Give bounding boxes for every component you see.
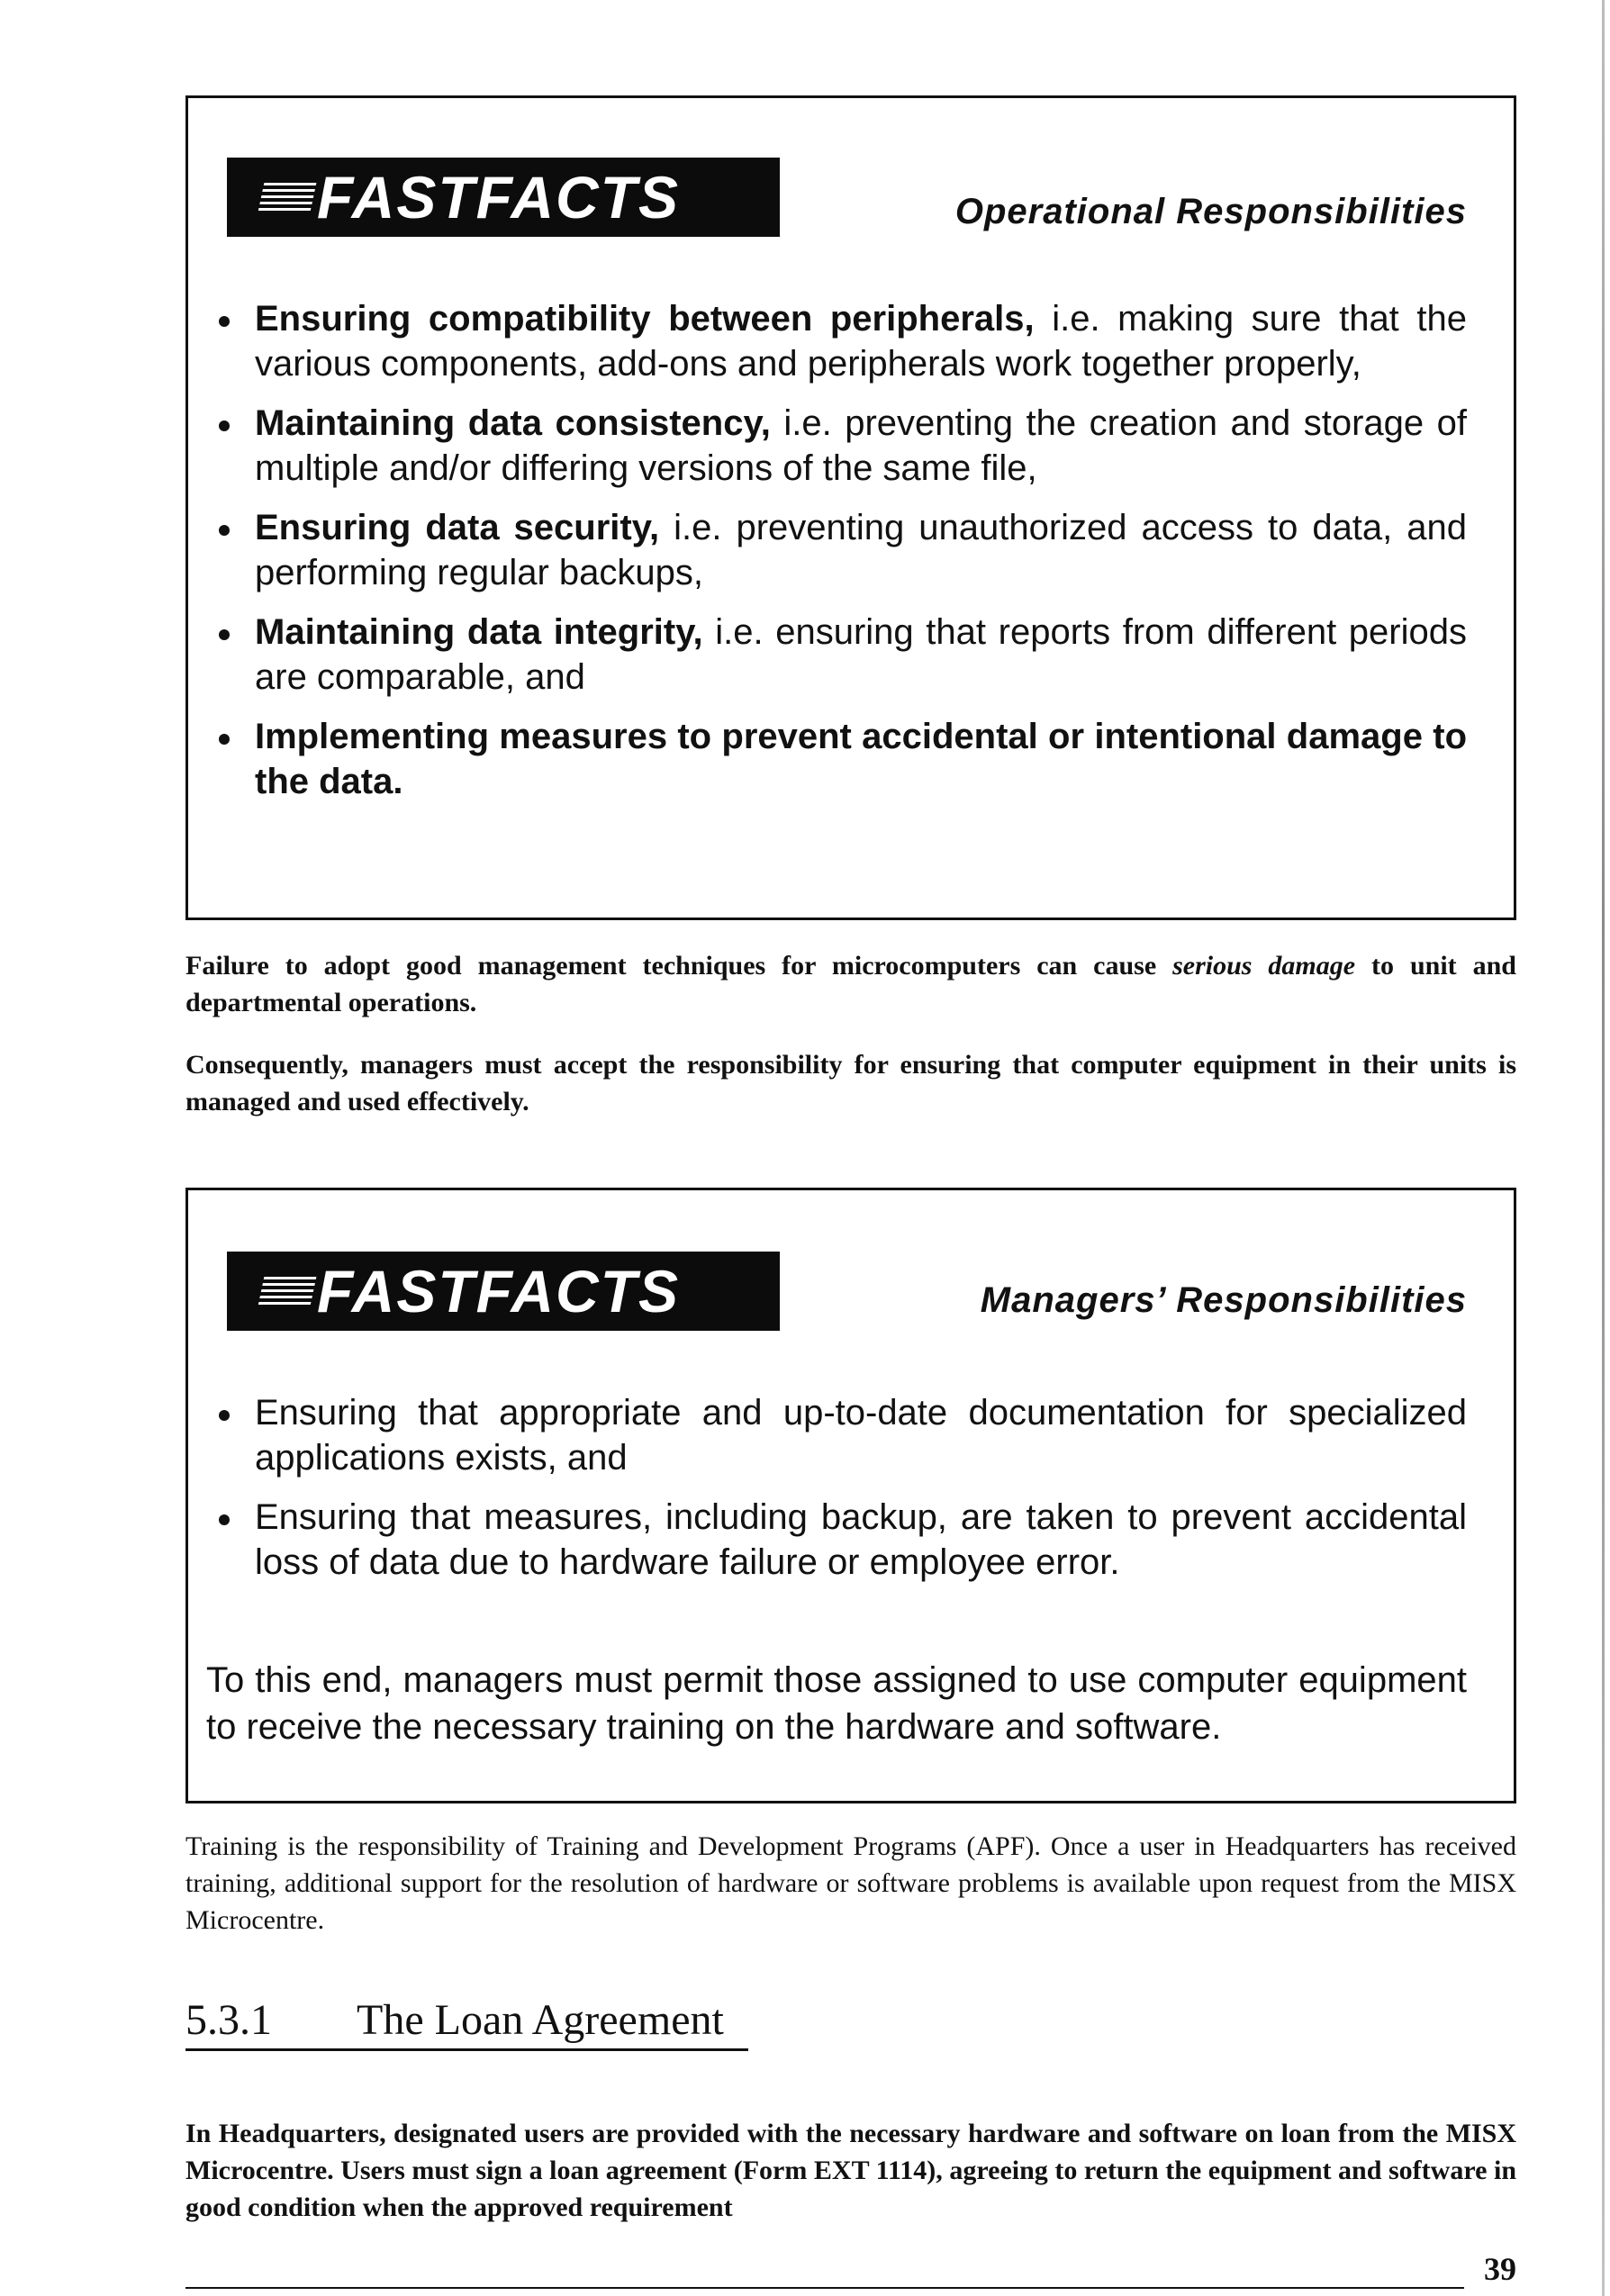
bullet-lead: Ensuring data security, (255, 508, 660, 547)
list-item (206, 610, 1467, 700)
list-item (206, 714, 1467, 804)
box-title: Operational Responsibilities (954, 192, 1467, 231)
fastfacts-logo-text: FASTFACTS (317, 164, 681, 231)
list-item (206, 296, 1467, 386)
bullet-list (206, 296, 1467, 818)
bullet-text: i.e. making sure that the various components, add-ons and peripherals work together properly, (255, 299, 1467, 384)
body-paragraph: Training is the responsibility of Training and Development Programs (APF). Once a user in Headquarters has received training, additional support for the resolution of hardware or software problems is available upon request from the MISX Microcentre. (185, 1831, 1516, 1935)
list-item (206, 505, 1467, 595)
bullet-text: i.e. ensuring that reports from different periods are comparable, and (255, 612, 1467, 697)
bullet-lead: Implementing measures to prevent accidental or intentional damage to the data. (255, 717, 1467, 801)
page-number: 39 (1484, 2251, 1516, 2287)
list-item (206, 401, 1467, 491)
body-paragraph: In Headquarters, designated users are provided with the necessary hardware and software on loan from the MISX Microcentre. Users must sign a loan agreement (Form EXT 1114), agreeing to return the equipment and software in good condition when the approved requirement (185, 2119, 1516, 2222)
body-paragraph (185, 947, 1516, 1021)
fastfacts-logo (227, 158, 780, 237)
section-heading (185, 1995, 748, 2051)
fastfacts-logo-text: FASTFACTS (317, 1258, 681, 1324)
body-paragraph: Consequently, managers must accept the responsibility for ensuring that computer equipment in their units is managed and used effectively. (185, 1050, 1516, 1116)
speed-lines-icon (258, 183, 317, 212)
footer-rule (185, 2287, 1464, 2289)
paragraph-text: Failure to adopt good management techniques for microcomputers can cause (185, 951, 1173, 981)
section-number: 5.3.1 (185, 1996, 272, 2044)
speed-lines-icon (258, 1277, 317, 1306)
fastfacts-box-operational (185, 95, 1516, 920)
bullet-text: i.e. preventing unauthorized access to data, and performing regular backups, (255, 508, 1468, 592)
box-title: Managers’ Responsibilities (980, 1280, 1467, 1320)
list-item: Ensuring that appropriate and up-to-date documentation for specialized applications exists, and (206, 1390, 1467, 1480)
bullet-lead: Maintaining data consistency, (255, 403, 771, 443)
section-title: The Loan Agreement (357, 1996, 724, 2044)
bullet-list (206, 1390, 1467, 1599)
bullet-lead: Ensuring compatibility between peripherals, (255, 299, 1035, 339)
bullet-text: i.e. preventing the creation and storage of multiple and/or differing versions of the same file, (255, 403, 1468, 488)
paragraph-text: to unit and departmental operations. (185, 951, 1516, 1017)
fastfacts-box-managers (185, 1188, 1516, 1803)
list-item: Ensuring that measures, including backup, are taken to prevent accidental loss of data due to hardware failure or employee error. (206, 1495, 1467, 1585)
fastfacts-logo (227, 1252, 780, 1331)
closing-paragraph: To this end, managers must permit those assigned to use computer equipment to receive the necessary training on the hardware and software. (206, 1660, 1467, 1747)
bullet-lead: Maintaining data integrity, (255, 612, 703, 652)
page-edge (1602, 0, 1605, 2296)
emphasis-text: serious damage (1172, 951, 1356, 981)
